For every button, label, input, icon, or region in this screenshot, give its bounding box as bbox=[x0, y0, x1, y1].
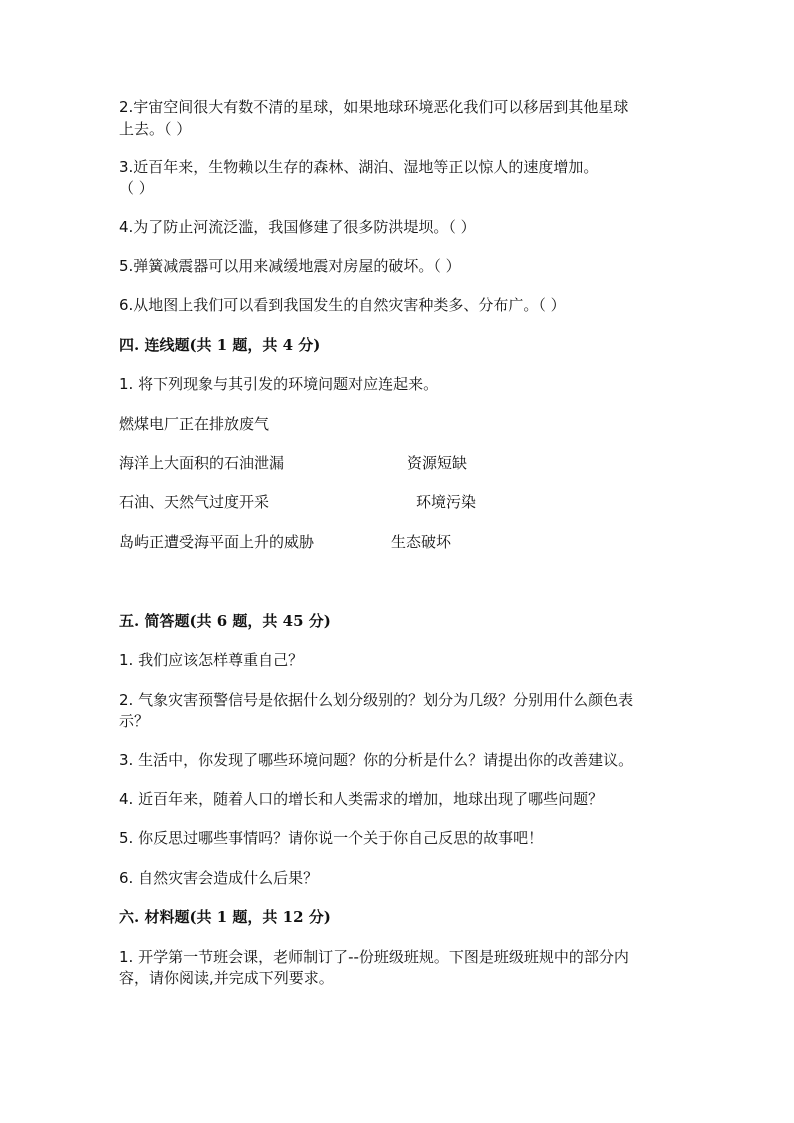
section-4-heading: 四. 连线题(共 1 题，共 4 分) bbox=[119, 336, 321, 354]
material-question-line-2: 容，请你阅读,并完成下列要求。 bbox=[119, 969, 334, 987]
short-answer-2-line-2: 示？ bbox=[119, 712, 150, 730]
matching-question: 1. 将下列现象与其引发的环境问题对应连起来。 bbox=[119, 375, 439, 393]
matching-right-item-1: 资源短缺 bbox=[407, 454, 468, 472]
judge-item-4: 4.为了防止河流泛滥，我国修建了很多防洪堤坝。（ ） bbox=[119, 218, 476, 236]
matching-left-item-2: 海洋上大面积的石油泄漏 bbox=[119, 454, 285, 472]
matching-right-item-2: 环境污染 bbox=[416, 493, 477, 511]
matching-left-item-3: 石油、天然气过度开采 bbox=[119, 493, 270, 511]
short-answer-4: 4. 近百年来，随着人口的增长和人类需求的增加，地球出现了哪些问题？ bbox=[119, 790, 604, 808]
section-6-heading: 六. 材料题(共 1 题，共 12 分) bbox=[119, 908, 331, 926]
short-answer-6: 6. 自然灾害会造成什么后果？ bbox=[119, 869, 319, 887]
matching-right-item-3: 生态破坏 bbox=[391, 533, 452, 551]
short-answer-1: 1. 我们应该怎样尊重自己？ bbox=[119, 651, 304, 669]
matching-left-item-1: 燃煤电厂正在排放废气 bbox=[119, 415, 270, 433]
judge-item-2-line-1: 2.宇宙空间很大有数不清的星球，如果地球环境恶化我们可以移居到其他星球 bbox=[119, 98, 629, 116]
short-answer-2-line-1: 2. 气象灾害预警信号是依据什么划分级别的？划分为几级？分别用什么颜色表 bbox=[119, 691, 634, 709]
material-question-line-1: 1. 开学第一节班会课，老师制订了--份班级班规。下图是班级班规中的部分内 bbox=[119, 948, 629, 966]
judge-item-2-line-2: 上去。（ ） bbox=[119, 120, 192, 138]
short-answer-3: 3. 生活中，你发现了哪些环境问题？你的分析是什么？请提出你的改善建议。 bbox=[119, 751, 634, 769]
matching-left-item-4: 岛屿正遭受海平面上升的威胁 bbox=[119, 533, 315, 551]
judge-item-3-line-1: 3.近百年来，生物赖以生存的森林、湖泊、湿地等正以惊人的速度增加。 bbox=[119, 158, 599, 176]
judge-item-5: 5.弹簧减震器可以用来减缓地震对房屋的破坏。（ ） bbox=[119, 257, 461, 275]
section-5-heading: 五. 简答题(共 6 题，共 45 分) bbox=[119, 612, 331, 630]
short-answer-5: 5. 你反思过哪些事情吗？请你说一个关于你自己反思的故事吧！ bbox=[119, 829, 544, 847]
judge-item-6: 6.从地图上我们可以看到我国发生的自然灾害种类多、分布广。（ ） bbox=[119, 296, 566, 314]
judge-item-3-line-2: （ ） bbox=[119, 179, 154, 197]
